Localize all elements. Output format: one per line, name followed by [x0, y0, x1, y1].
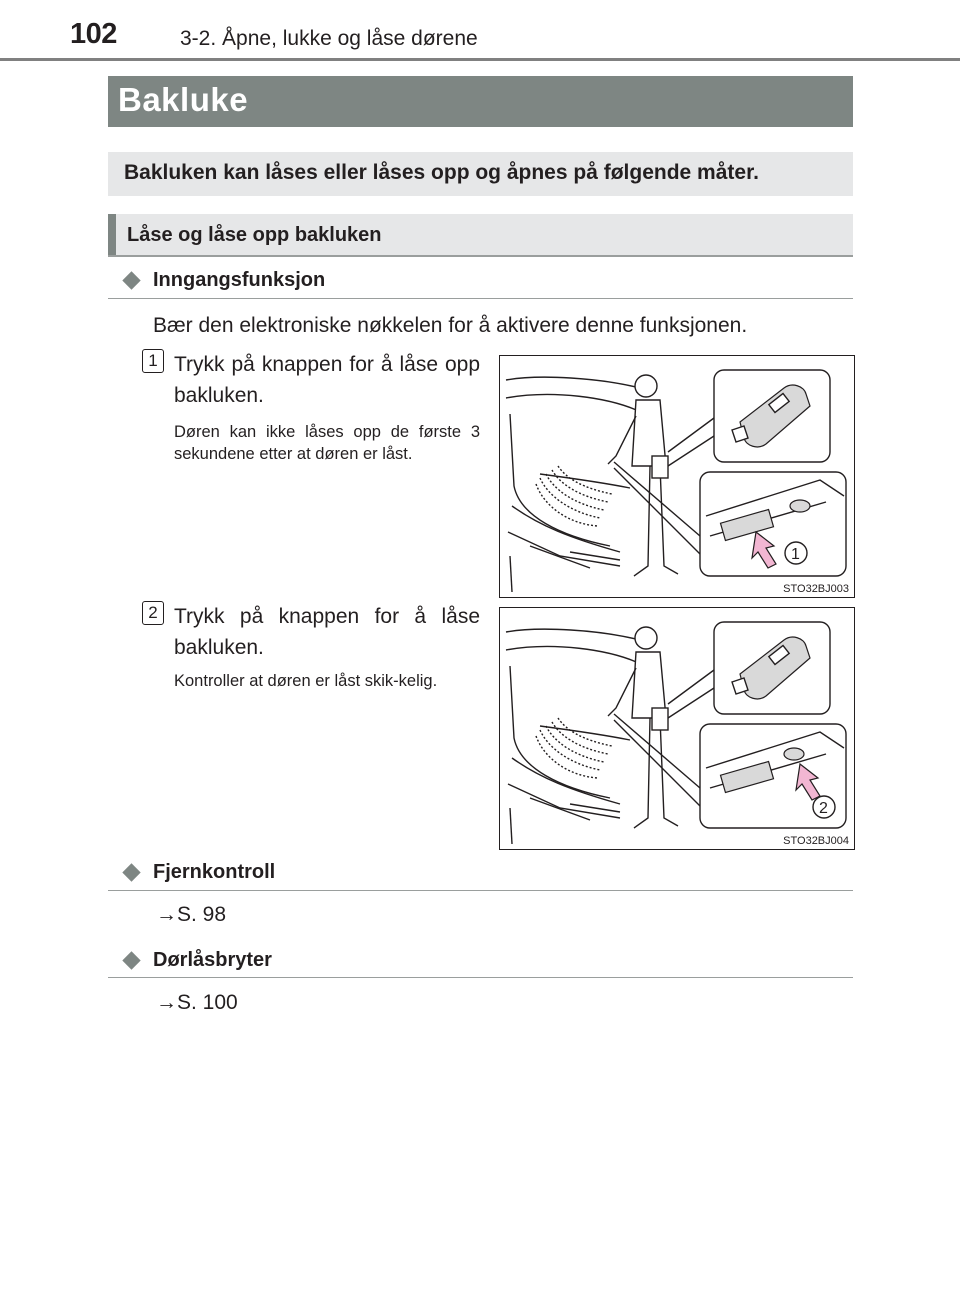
entry-heading-rule	[108, 298, 853, 299]
running-head: 3-2. Åpne, lukke og låse dørene	[180, 27, 478, 50]
arrow-icon: →	[156, 903, 177, 926]
section-title: Bakluke	[118, 81, 249, 118]
tailgate-unlock-illustration	[500, 356, 854, 597]
figure-code-1: STO32BJ003	[783, 583, 849, 595]
section-title-bar	[108, 76, 853, 127]
diamond-icon	[122, 271, 140, 289]
tailgate-lock-illustration	[500, 608, 854, 849]
switch-reference[interactable]	[156, 991, 238, 1015]
remote-reference[interactable]	[156, 903, 226, 927]
figure-code-2: STO32BJ004	[783, 835, 849, 847]
figure-callout-2: 2	[819, 800, 828, 817]
figure-unlock	[499, 355, 855, 598]
step-1-note: Døren kan ikke låses opp de første 3 sekundene etter at døren er låst.	[174, 423, 480, 463]
page-number: 102	[70, 18, 117, 50]
remote-heading-rule	[108, 890, 853, 891]
header-rule	[0, 58, 960, 61]
entry-description: Bær den elektroniske nøkkelen for å aktivere denne funksjonen.	[153, 314, 748, 337]
diamond-icon	[122, 951, 140, 969]
subsection-accent-bar	[108, 214, 116, 257]
figure-lock	[499, 607, 855, 850]
diamond-icon	[122, 863, 140, 881]
remote-heading: Fjernkontroll	[153, 861, 276, 883]
figure-callout-1: 1	[791, 546, 800, 563]
switch-heading: Dørlåsbryter	[153, 949, 272, 971]
step-1-text: Trykk på knappen for å låse opp bakluken.	[174, 353, 480, 407]
step-2-text: Trykk på knappen for å låse bakluken.	[174, 605, 480, 659]
remote-page-ref: S. 98	[177, 903, 227, 926]
step-2-note: Kontroller at døren er låst skik-kelig.	[174, 672, 438, 690]
intro-box	[108, 152, 853, 196]
step-number-badge: 1	[142, 349, 164, 373]
subsection-rule	[108, 255, 853, 257]
step-number-badge: 2	[142, 601, 164, 625]
switch-heading-rule	[108, 977, 853, 978]
intro-text: Bakluken kan låses eller låses opp og åpnes på følgende måter.	[124, 161, 759, 184]
switch-page-ref: S. 100	[177, 991, 238, 1014]
subsection-title: Låse og låse opp bakluken	[127, 224, 382, 246]
subsection-box	[108, 214, 853, 257]
arrow-icon: →	[156, 991, 177, 1014]
entry-heading: Inngangsfunksjon	[153, 269, 326, 291]
